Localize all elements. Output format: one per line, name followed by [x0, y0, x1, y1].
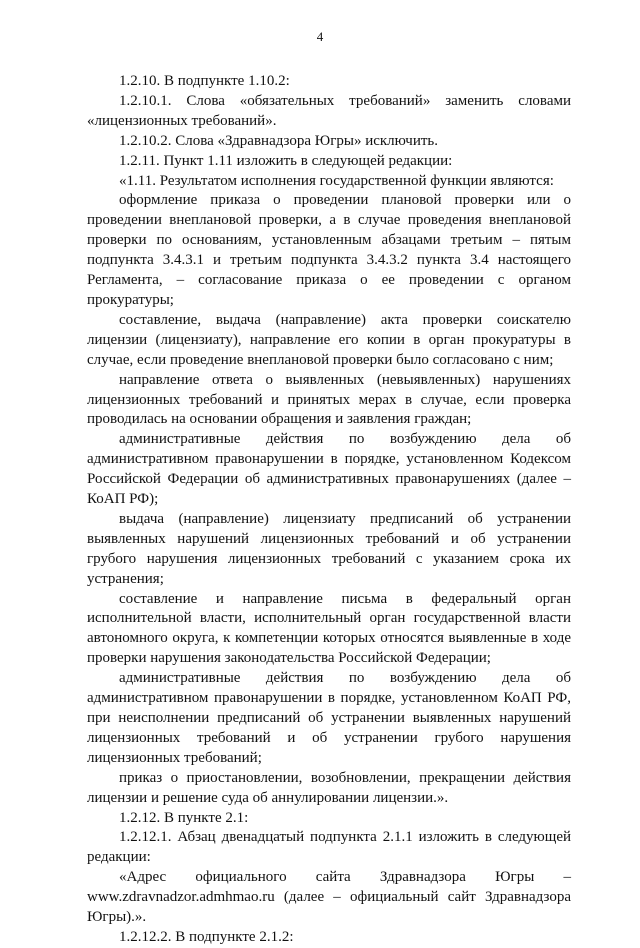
paragraph: 1.2.10.1. Слова «обязательных требований» заменить словами «лицензионных требований».	[87, 92, 571, 129]
paragraph: административные действия по возбуждению дела об административном правонарушении в порядке, установленном КоАП РФ, при неисполнении предписаний об устранении выявленных нарушений лицензионных требований и об устранении грубого нарушения лицензионных требований;	[87, 670, 571, 766]
paragraph: 1.2.10.2. Слова «Здравнадзора Югры» исключить.	[119, 132, 438, 149]
paragraph: составление и направление письма в федеральный орган исполнительной власти, исполнительный орган государственной власти автономного округа, к компетенции которых относятся выявленные в ходе проверки нарушения законодательства Российской Федерации;	[87, 590, 571, 667]
paragraph: 1.2.12.2. В подпункте 2.1.2:	[119, 928, 294, 945]
paragraph: выдача (направление) лицензиату предписаний об устранении выявленных нарушений лицензионных требований и об устранении грубого нарушения лицензионных требований с указанием срока их устранения;	[87, 510, 571, 587]
paragraph: 1.2.12. В пункте 2.1:	[119, 809, 249, 826]
page-number: 4	[316, 29, 324, 44]
paragraph: 1.2.10. В подпункте 1.10.2:	[119, 73, 290, 89]
paragraph: «1.11. Результатом исполнения государственной функции являются:	[119, 172, 554, 189]
paragraph: направление ответа о выявленных (невыявленных) нарушениях лицензионных требований и принятых мерах в случае, если проверка проводилась на основании обращения и заявления граждан;	[87, 371, 571, 428]
document-body	[87, 72, 571, 948]
paragraph: оформление приказа о проведении плановой проверки или о проведении внеплановой проверки, а в случае проведения внеплановой проверки по основаниям, установленным абзацами третьим – пятым подпункта 3.4.3.1 и третьим подпункта 3.4.3.2 пункта 3.4 настоящего Регламента, – согласование приказа о ее проведении с органом прокуратуры;	[87, 192, 571, 308]
paragraph: приказ о приостановлении, возобновлении, прекращении действия лицензии и решение суда об аннулировании лицензии.».	[87, 769, 571, 806]
paragraph: 1.2.11. Пункт 1.11 изложить в следующей редакции:	[119, 152, 453, 169]
paragraph: «Адрес официального сайта Здравнадзора Югры – www.zdravnadzor.admhmao.ru (далее – официальный сайт Здравнадзора Югры).».	[87, 869, 571, 926]
paragraph: 1.2.12.1. Абзац двенадцатый подпункта 2.1.1 изложить в следующей редакции:	[87, 829, 571, 866]
paragraph: административные действия по возбуждению дела об административном правонарушении в порядке, установленном Кодексом Российской Федерации об административных правонарушениях (далее – КоАП РФ);	[87, 431, 571, 508]
paragraph: составление, выдача (направление) акта проверки соискателю лицензии (лицензиату), направление его копии в орган прокуратуры в случае, если проведение внеплановой проверки было согласовано с ним;	[87, 311, 571, 368]
